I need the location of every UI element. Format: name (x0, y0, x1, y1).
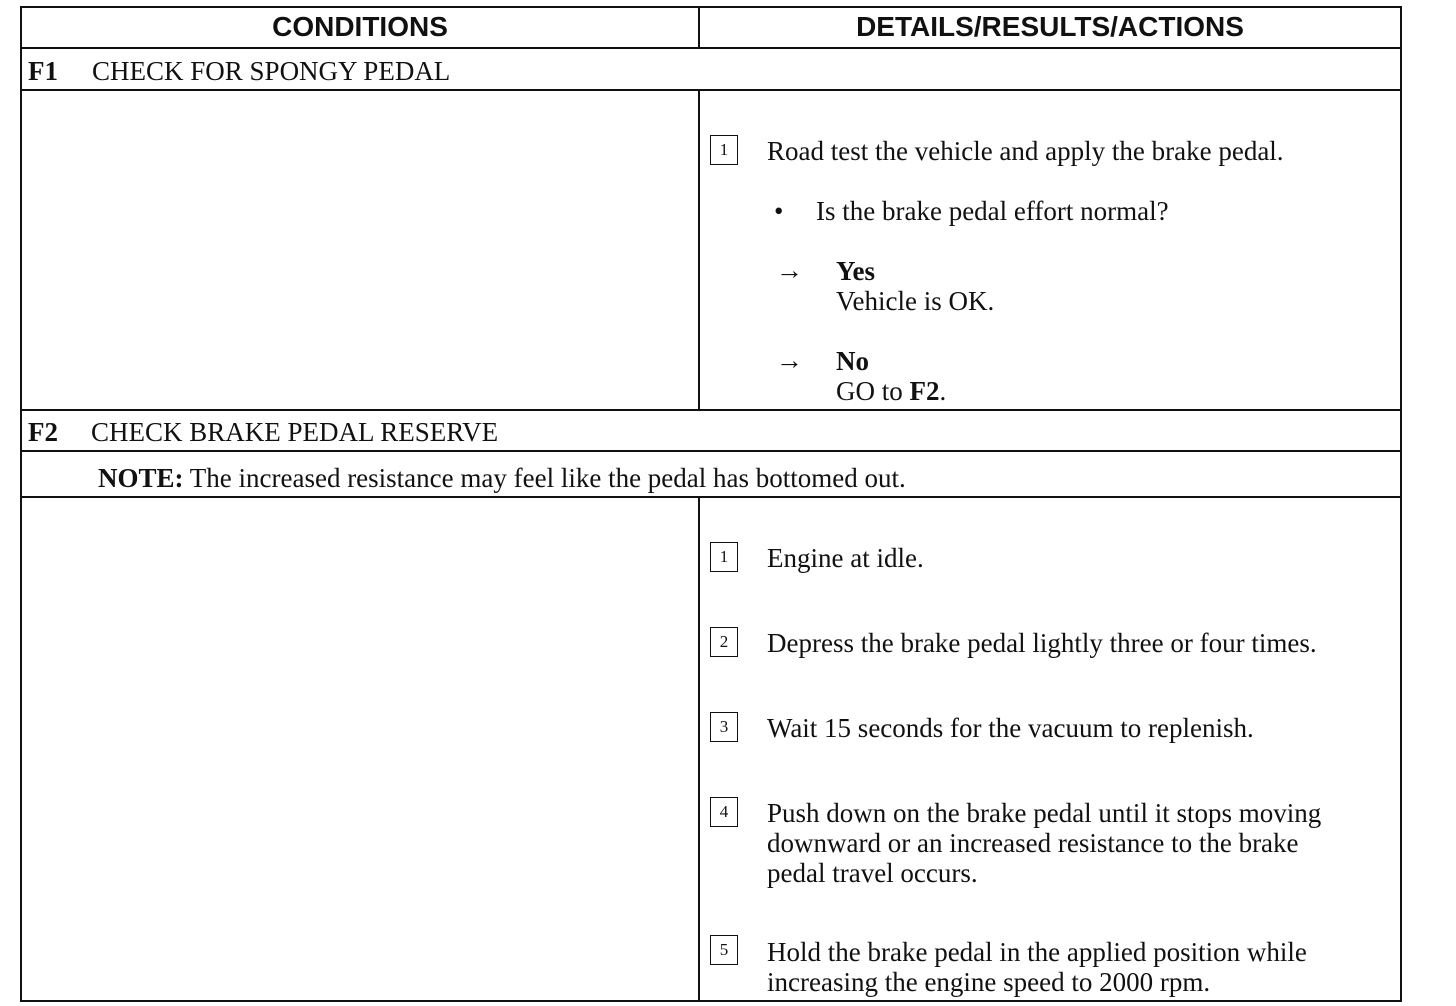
f2-step-5-line-2: increasing the engine speed to 2000 rpm. (767, 967, 1211, 997)
rule-f2-title-bottom (20, 450, 1402, 452)
rule-f1-body-bottom (20, 409, 1402, 411)
bullet-icon: • (774, 196, 784, 226)
f1-no-text-pre: GO to (836, 376, 910, 406)
f1-title: CHECK FOR SPONGY PEDAL (92, 56, 451, 86)
f2-step-1-number: 1 (710, 542, 738, 572)
header-details: DETAILS/RESULTS/ACTIONS (856, 11, 1244, 42)
f2-step-3-text: Wait 15 seconds for the vacuum to replenish. (767, 713, 1254, 743)
f2-note-text: The increased resistance may feel like the pedal has bottomed out. (183, 463, 906, 493)
header-conditions: CONDITIONS (272, 11, 448, 42)
f2-step-4-line-2: downward or an increased resistance to the brake (767, 828, 1299, 858)
rule-f1-title-bottom (20, 89, 1402, 91)
f2-step-4-line-3: pedal travel occurs. (767, 858, 978, 888)
f2-step-5-number: 5 (710, 935, 738, 965)
f1-yes-text: Vehicle is OK. (836, 286, 995, 316)
f2-step-1-text: Engine at idle. (767, 543, 924, 573)
f1-id: F1 (28, 56, 58, 86)
f2-step-4-line-1: Push down on the brake pedal until it stops moving (767, 798, 1322, 828)
rule-f2-note-bottom (20, 496, 1402, 498)
f2-note (98, 463, 906, 494)
rule-header-bottom (20, 47, 1402, 49)
divider-f1-body (698, 89, 700, 411)
f1-no-text-post: . (939, 376, 947, 406)
f2-step-5-line-1: Hold the brake pedal in the applied position while (767, 937, 1307, 967)
f1-no-target-link[interactable]: F2 (909, 376, 940, 406)
f1-no-text (836, 376, 946, 407)
f1-yes-label: Yes (836, 256, 875, 286)
f1-step-1-number: 1 (710, 135, 738, 165)
f2-title: CHECK BRAKE PEDAL RESERVE (91, 417, 499, 447)
f2-step-4-number: 4 (710, 797, 738, 827)
f2-step-2-text: Depress the brake pedal lightly three or four times. (767, 628, 1317, 658)
f1-question: Is the brake pedal effort normal? (816, 196, 1169, 226)
f2-id: F2 (28, 417, 58, 447)
f1-no-label: No (836, 346, 869, 376)
arrow-right-icon: → (776, 345, 803, 375)
f1-step-1-text: Road test the vehicle and apply the brake pedal. (767, 136, 1284, 166)
f2-step-3-number: 3 (710, 712, 738, 742)
f2-note-label: NOTE: (98, 463, 184, 493)
arrow-right-icon: → (776, 255, 803, 285)
f2-step-2-number: 2 (710, 627, 738, 657)
divider-f2-body (698, 496, 700, 1002)
